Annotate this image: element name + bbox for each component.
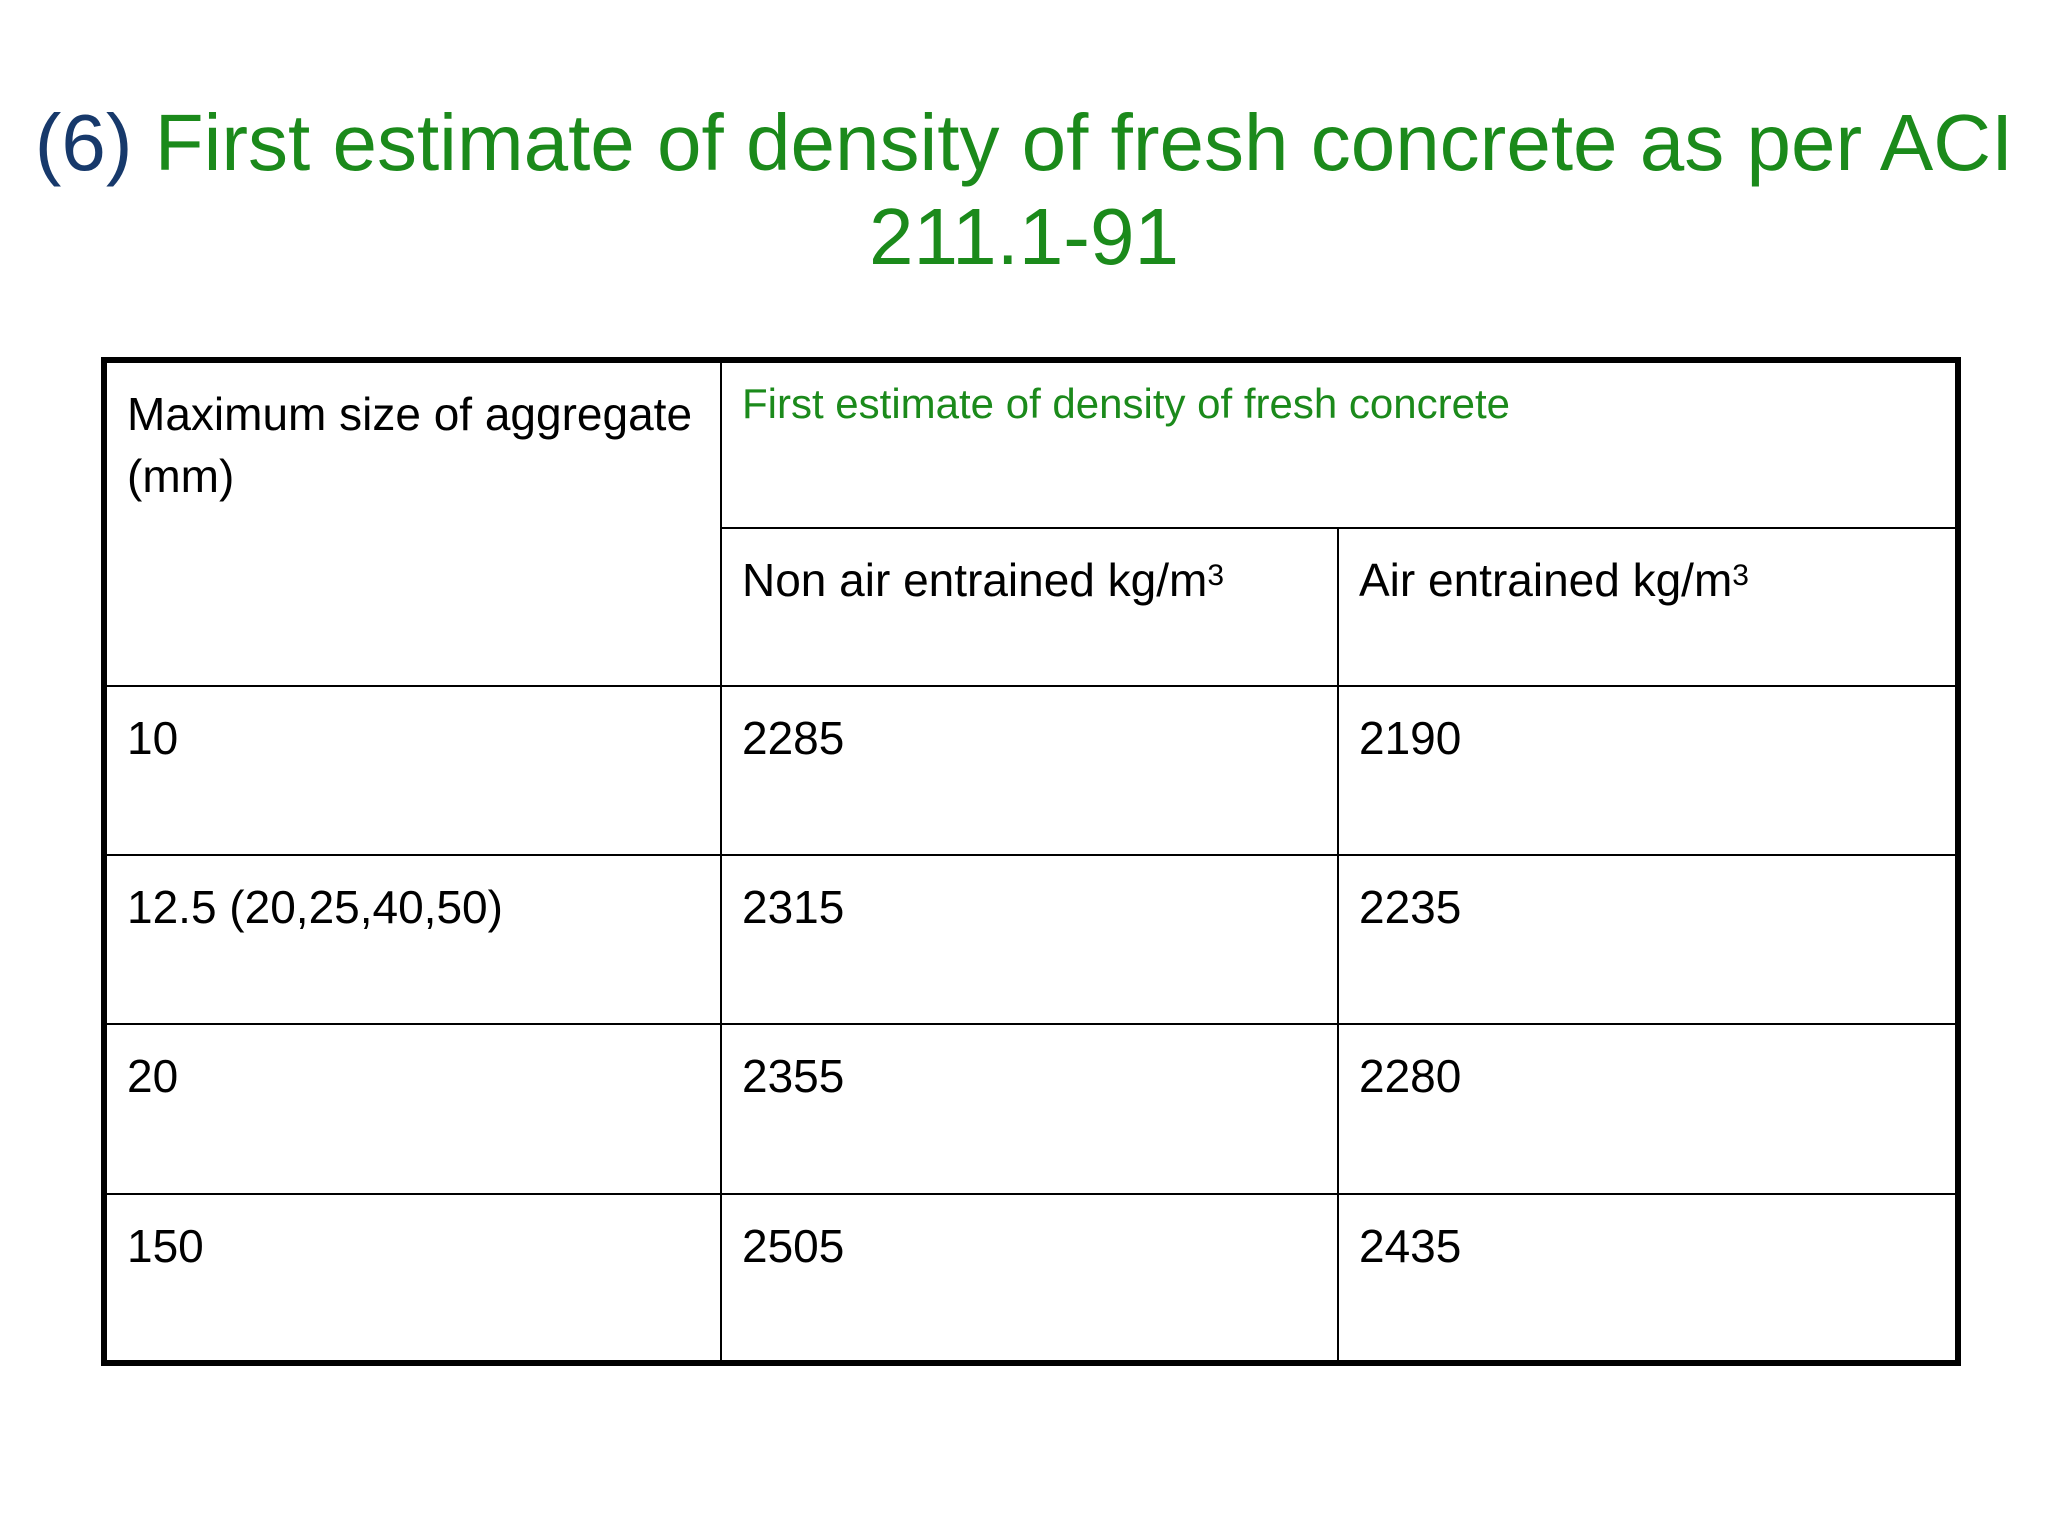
table-row-highlighted xyxy=(104,1024,1958,1193)
cell-non-air-density: 2315 xyxy=(721,855,1338,1024)
header-non-air-label: Non air entrained kg/m xyxy=(742,554,1208,607)
table-row xyxy=(104,686,1958,855)
header-air-label: Air entrained kg/m xyxy=(1359,554,1733,607)
header-non-air-superscript: 3 xyxy=(1207,559,1225,593)
cell-air-density: 2280 xyxy=(1338,1024,1958,1193)
density-table xyxy=(101,357,1961,1366)
cell-aggregate-size: 150 xyxy=(104,1194,721,1363)
title-text: First estimate of density of fresh concrete as per ACI 211.1-91 xyxy=(154,98,2014,281)
cell-non-air-density: 2355 xyxy=(721,1024,1338,1193)
header-max-aggregate-size: Maximum size of aggregate (mm) xyxy=(104,360,721,686)
header-density-group: First estimate of density of fresh concrete xyxy=(721,360,1958,528)
cell-air-density: 2235 xyxy=(1338,855,1958,1024)
cell-aggregate-size: 12.5 (20,25,40,50) xyxy=(104,855,721,1024)
cell-air-density: 2190 xyxy=(1338,686,1958,855)
header-air-superscript: 3 xyxy=(1732,559,1749,593)
header-non-air-entrained xyxy=(721,528,1338,685)
title-number: (6) xyxy=(34,98,133,187)
cell-aggregate-size: 20 xyxy=(104,1024,721,1193)
cell-non-air-density: 2505 xyxy=(721,1194,1338,1363)
cell-aggregate-size: 10 xyxy=(104,686,721,855)
table-row xyxy=(104,1194,1958,1363)
cell-non-air-density: 2285 xyxy=(721,686,1338,855)
table-row xyxy=(104,855,1958,1024)
header-air-entrained xyxy=(1338,528,1958,685)
table-header-row xyxy=(104,360,1958,528)
cell-air-density: 2435 xyxy=(1338,1194,1958,1363)
slide-title xyxy=(0,96,2048,284)
